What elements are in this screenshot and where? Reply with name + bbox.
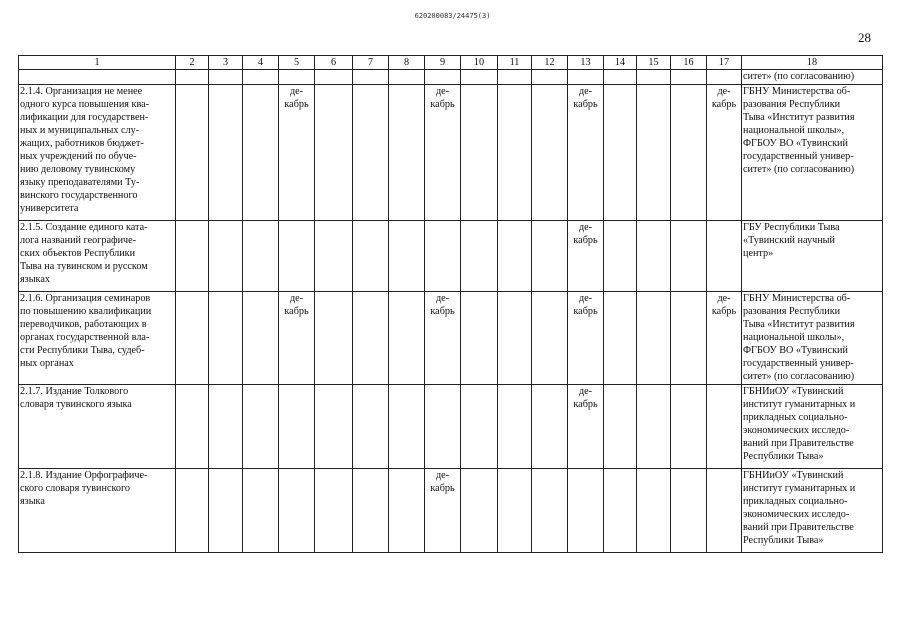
deadline-cell: де- кабрь xyxy=(568,85,604,221)
executor-cell: ГБНИиОУ «Тувинский институт гуманитарных и прикладных социально- экономических исследо- ваний при Правительстве Республики Тыва» xyxy=(742,385,883,469)
table-row xyxy=(19,385,883,469)
column-header: 11 xyxy=(498,56,532,70)
column-header: 16 xyxy=(671,56,707,70)
column-header: 8 xyxy=(389,56,425,70)
document-code: 620200083/24475(3) xyxy=(414,12,491,20)
column-header: 4 xyxy=(243,56,279,70)
table-row xyxy=(19,469,883,553)
column-header: 1 xyxy=(19,56,176,70)
table-row xyxy=(19,85,883,221)
column-header: 12 xyxy=(532,56,568,70)
activity-cell: 2.1.5. Создание единого ката- лога названий географиче- ских объектов Республики Тыва на тувинском и русском языках xyxy=(19,221,176,292)
column-header: 6 xyxy=(315,56,353,70)
activity-cell: 2.1.7. Издание Толкового словаря тувинского языка xyxy=(19,385,176,469)
executor-cell: ГБУ Республики Тыва «Тувинский научный центр» xyxy=(742,221,883,292)
executor-cell: ГБНИиОУ «Тувинский институт гуманитарных и прикладных социально- экономических исследо- ваний при Правительстве Республики Тыва» xyxy=(742,469,883,553)
column-header: 7 xyxy=(353,56,389,70)
column-header: 2 xyxy=(176,56,209,70)
executor-cell: ГБНУ Министерства об- разования Республики Тыва «Институт развития национальной школы», ФГБОУ ВО «Тувинский государственный универ- ситет» (по согласованию) xyxy=(742,292,883,385)
deadline-cell: де- кабрь xyxy=(568,292,604,385)
executor-cell: ГБНУ Министерства об- разования Республики Тыва «Институт развития национальной школы», ФГБОУ ВО «Тувинский государственный универ- ситет» (по согласованию) xyxy=(742,85,883,221)
deadline-cell: де- кабрь xyxy=(425,85,461,221)
activity-cell: 2.1.8. Издание Орфографиче- ского словаря тувинского языка xyxy=(19,469,176,553)
continuation-row xyxy=(19,70,883,85)
column-header: 13 xyxy=(568,56,604,70)
column-header: 3 xyxy=(209,56,243,70)
column-header: 18 xyxy=(742,56,883,70)
plan-table xyxy=(18,55,883,553)
column-header: 17 xyxy=(707,56,742,70)
deadline-cell: де- кабрь xyxy=(707,85,742,221)
activity-cell: 2.1.6. Организация семинаров по повышению квалификации переводчиков, работающих в органах государственной вла- сти Республики Тыва, судеб- ных органах xyxy=(19,292,176,385)
column-header: 15 xyxy=(637,56,671,70)
table-row xyxy=(19,292,883,385)
deadline-cell: де- кабрь xyxy=(707,292,742,385)
column-header: 9 xyxy=(425,56,461,70)
deadline-cell: де- кабрь xyxy=(425,469,461,553)
column-header: 14 xyxy=(604,56,637,70)
deadline-cell: де- кабрь xyxy=(568,221,604,292)
deadline-cell: де- кабрь xyxy=(568,385,604,469)
deadline-cell: де- кабрь xyxy=(425,292,461,385)
activity-cell: 2.1.4. Организация не менее одного курса повышения ква- лификации для государствен- ных и муниципальных слу- жащих, работников бюджет- ных учреждений по обуче- нию деловому тувинскому языку преподавателями Ту- винского государственного университета xyxy=(19,85,176,221)
column-header: 10 xyxy=(461,56,498,70)
executor-cell: ситет» (по согласованию) xyxy=(742,70,883,85)
column-header: 5 xyxy=(279,56,315,70)
table-row xyxy=(19,221,883,292)
header-row xyxy=(19,56,883,70)
page-number: 28 xyxy=(858,30,871,45)
deadline-cell: де- кабрь xyxy=(279,292,315,385)
deadline-cell: де- кабрь xyxy=(279,85,315,221)
